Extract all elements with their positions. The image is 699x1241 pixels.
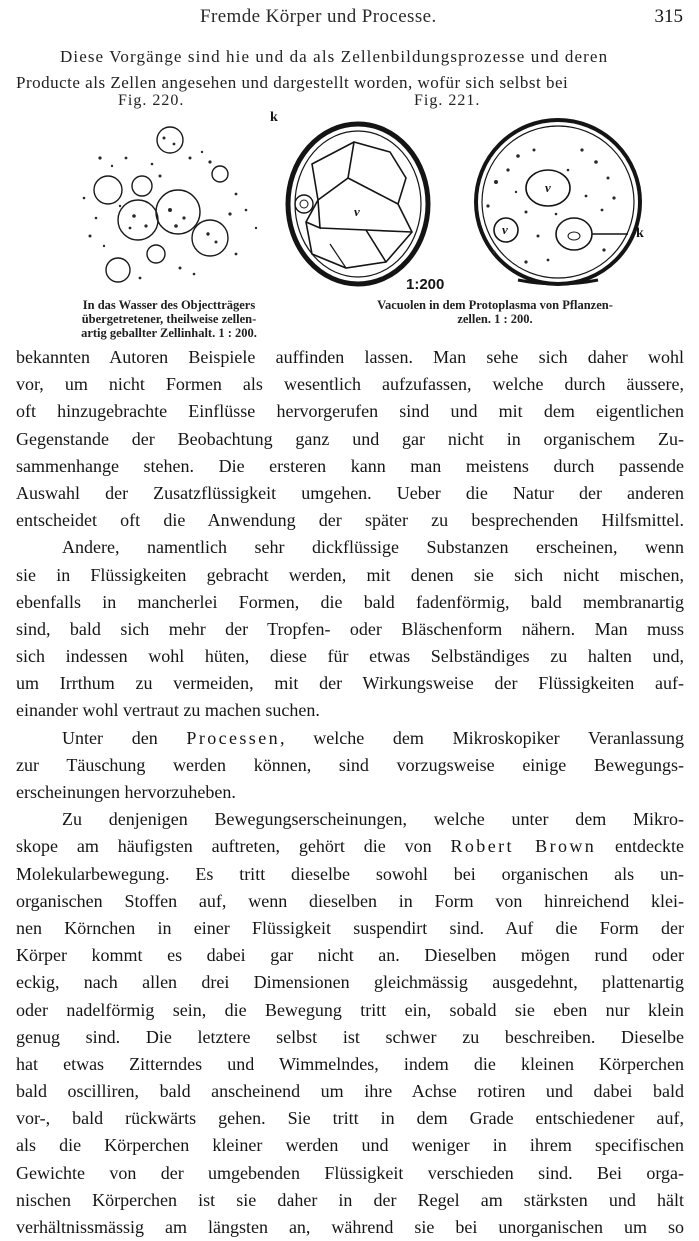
marker-v-right2: v — [502, 222, 508, 237]
text-line: erscheinungen hervorzuheben. — [16, 782, 236, 802]
marker-k-left: k — [270, 110, 278, 125]
text-line: ebenfalls in mancherlei Formen, die bald fadenförmig, bald membranartig — [16, 591, 684, 612]
text-line: Diese Vorgänge sind hie und da als Zellenbildungsprozesse und deren — [60, 47, 609, 66]
intro-paragraph — [16, 44, 682, 96]
text-line: Gewichte von der umgebenden Flüssigkeit verschieden sind. Bei orga- — [16, 1162, 684, 1183]
caption-line: Vacuolen in dem Protoplasma von Pflanzen- — [377, 298, 613, 312]
figure-221-illustration — [256, 112, 676, 290]
text-line: sind, bald sich mehr der Tropfen- oder Bläschenform nähern. Man muss — [16, 618, 684, 639]
text-line: bald oscilliren, bald anscheinend um ihre Achse rotiren und dabei bald — [16, 1081, 684, 1102]
text-line: verhältnissmässig am längsten an, während sie bei unorganischen um so — [16, 1217, 684, 1237]
text-fragment: Unter den — [62, 727, 187, 748]
text-fragment: , welche dem Mikroskopiker Veranlassung — [280, 727, 684, 748]
text-line — [16, 725, 684, 752]
text-line: genug sind. Die letztere selbst ist schwer zu beschreiben. Dieselbe — [16, 1026, 684, 1047]
marker-k-right: k — [636, 226, 644, 241]
text-line: Gegenstande der Beobachtung ganz und gar nicht in organischem Zu- — [16, 428, 684, 449]
text-line: vor-, bald rückwärts gehen. Sie tritt in dem Grade entschiedener auf, — [16, 1108, 684, 1129]
caption-line: übergetretener, theilweise zellen- — [81, 312, 257, 326]
text-line: nischen Körperchen ist sie daher in der Regel am stärksten und hält — [16, 1189, 684, 1210]
figure-221-caption — [330, 298, 660, 326]
caption-line: zellen. 1 : 200. — [457, 312, 533, 326]
emphasis-processen: Processen — [186, 727, 281, 748]
figure-220-caption — [44, 298, 294, 340]
page-header — [0, 6, 699, 30]
text-line: als die Körperchen kleiner werden und weniger in ihrem specifischen — [16, 1135, 684, 1156]
text-line: hat etwas Zitterndes und Wimmelndes, indem die kleinen Körperchen — [16, 1053, 684, 1074]
text-fragment: skope am häufigsten auftreten, gehört die von — [16, 836, 451, 857]
text-line: einander wohl vertraut zu machen suchen. — [16, 700, 320, 721]
figure-220-label: Fig. 220. — [118, 92, 185, 109]
figure-221-label: Fig. 221. — [414, 92, 481, 109]
text-line: sie in Flüssigkeiten gebracht werden, mit denen sie sich nicht mischen, — [16, 564, 684, 585]
text-line: vor, um nicht Formen als wesentlich aufzufassen, welche durch äussere, — [16, 374, 684, 395]
text-line: eckig, nach allen drei Dimensionen gleichmässig ausgedehnt, plattenartig — [16, 972, 684, 993]
text-line: um Irrthum zu vermeiden, mit der Wirkungsweise der Flüssigkeiten auf- — [16, 673, 684, 694]
figure-220-illustration — [60, 118, 280, 298]
text-line: Producte als Zellen angesehen und dargestellt worden, wofür sich selbst bei — [16, 73, 569, 92]
page-number: 315 — [654, 6, 683, 27]
text-line: Molekularbewegung. Es tritt dieselbe sowohl bei organischen als un- — [16, 863, 684, 884]
text-line: sich indessen wohl hüten, diese für etwas Selbständiges zu halten und, — [16, 646, 684, 667]
text-line: Körper kommt es dabei gar nicht an. Dieselben mögen rund oder — [16, 945, 684, 966]
text-line — [16, 833, 684, 860]
text-line: Zu denjenigen Bewegungserscheinungen, welche unter dem Mikro- — [62, 809, 684, 830]
text-line: organischen Stoffen auf, wenn dieselben in Form von hinreichend klei- — [16, 890, 684, 911]
text-line: sammenhange stehen. Die ersteren kann man meistens durch passende — [16, 455, 684, 476]
caption-line: In das Wasser des Objectträgers — [82, 298, 256, 312]
text-line: zur Täuschung werden können, sind vorzugsweise einige Bewegungs- — [16, 754, 684, 775]
text-line: oder nadelförmig sein, die Bewegung tritt ein, sobald sie eben nur klein — [16, 999, 684, 1020]
marker-v-right1: v — [545, 180, 551, 195]
text-line: Andere, namentlich sehr dickflüssige Substanzen erscheinen, wenn — [62, 537, 684, 558]
text-line: oft hinzugebrachte Einflüsse hervorgerufen sind und mit dem eigentlichen — [16, 401, 684, 422]
text-line: Auswahl der Zusatzflüssigkeit umgehen. Ueber die Natur der anderen — [16, 482, 684, 503]
text-line: bekannten Autoren Beispiele auffinden lassen. Man sehe sich daher wohl — [16, 347, 684, 367]
running-head: Fremde Körper und Processe. — [200, 6, 437, 27]
caption-line: artig geballter Zellinhalt. 1 : 200. — [81, 326, 257, 340]
emphasis-robert-brown: Robert Brown — [450, 836, 597, 857]
body-text — [16, 344, 684, 1241]
figure-221-scale: 1:200 — [406, 276, 445, 293]
marker-v-center: v — [354, 204, 360, 219]
text-fragment: entdeckte — [596, 836, 685, 857]
text-line: entscheidet oft die Anwendung der später zu besprechenden Hilfsmittel. — [16, 510, 684, 531]
text-line: nen Körnchen in einer Flüssigkeit suspendirt sind. Auf die Form der — [16, 917, 684, 938]
